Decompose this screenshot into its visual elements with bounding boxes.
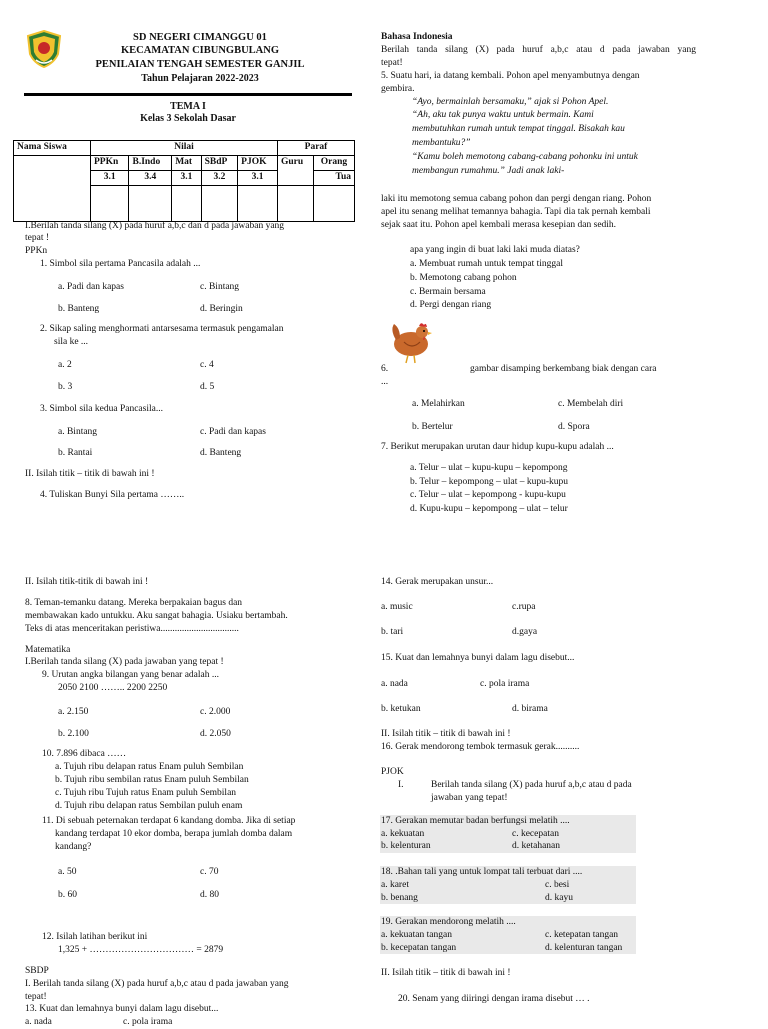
- score-cell[interactable]: [172, 186, 201, 222]
- option[interactable]: a. Bintang: [58, 427, 98, 437]
- option[interactable]: d. Beringin: [200, 304, 243, 314]
- option[interactable]: d. ketahanan: [512, 841, 561, 851]
- story-paragraph: apel itu senang melihat temannya bahagia. Tapi dia tak pernah kembali: [381, 207, 651, 217]
- section-sbdp: SBDP: [25, 966, 49, 976]
- instruction-number: I.: [398, 780, 404, 790]
- subject-header: Mat: [172, 156, 201, 171]
- instruction-text: I.Berilah tanda silang (X) pada jawaban yang tepat !: [25, 657, 224, 667]
- option[interactable]: d. kelenturan tangan: [545, 943, 623, 953]
- question-6-number: 6.: [381, 364, 389, 374]
- paraf-cell[interactable]: [313, 186, 354, 222]
- district-name: KECAMATAN CIBUNGBULANG: [121, 45, 279, 56]
- section-instruction: II. Isilah titik-titik di bawah ini !: [25, 577, 149, 587]
- instruction-text: jawaban yang tepat!: [431, 793, 508, 803]
- question-11: 11. Di sebuah peternakan terdapat 6 kandang domba. Jika di setiap: [42, 816, 296, 826]
- paraf-cell[interactable]: [277, 186, 313, 222]
- question-11-cont: kandang terdapat 10 ekor domba, berapa jumlah domba dalam: [55, 829, 293, 839]
- question-6: gambar disamping berkembang biak dengan cara: [470, 364, 657, 374]
- option[interactable]: b. benang: [381, 893, 418, 903]
- option[interactable]: b. Tujuh ribu sembilan ratus Enam puluh Sembilan: [55, 775, 249, 785]
- option[interactable]: d. birama: [512, 704, 548, 714]
- story-line: membantuku?”: [412, 138, 471, 148]
- option[interactable]: c. pola irama: [123, 1017, 173, 1027]
- option[interactable]: a. nada: [25, 1017, 52, 1027]
- option[interactable]: b. tari: [381, 627, 404, 637]
- section-instruction: II. Isilah titik – titik di bawah ini !: [381, 968, 511, 978]
- instruction-text: I. Berilah tanda silang (X) pada huruf a,b,c atau d pada jawaban yang: [25, 979, 289, 989]
- score-cell[interactable]: [238, 186, 278, 222]
- option[interactable]: b. Memotong cabang pohon: [410, 273, 517, 283]
- option[interactable]: b. kelenturan: [381, 841, 431, 851]
- option[interactable]: c. kecepatan: [512, 829, 559, 839]
- score-cell[interactable]: [201, 186, 238, 222]
- question-10: 10. 7.896 dibaca ……: [42, 749, 127, 759]
- option[interactable]: a. nada: [381, 679, 408, 689]
- paraf-guru-header: Guru: [277, 156, 313, 186]
- question-8: 8. Teman-temanku datang. Mereka berpakaian bagus dan: [25, 598, 243, 608]
- option[interactable]: b. ketukan: [381, 704, 421, 714]
- question-13: 13. Kuat dan lemahnya bunyi dalam lagu disebut...: [25, 1004, 219, 1014]
- question-15: 15. Kuat dan lemahnya bunyi dalam lagu disebut...: [381, 653, 575, 663]
- story-line: membutuhkan rumah untuk tempat tinggal. Bisakah kau: [412, 124, 625, 134]
- section-instruction: II. Isilah titik – titik di bawah ini !: [25, 469, 155, 479]
- section-bahasa-indonesia: Bahasa Indonesia: [381, 32, 453, 42]
- option[interactable]: d. kayu: [545, 893, 573, 903]
- instruction-text: tepat!: [381, 58, 403, 68]
- subject-header: PJOK: [238, 156, 278, 171]
- kd-code: 3.4: [129, 171, 172, 186]
- kd-code: 3.2: [201, 171, 238, 186]
- story-line: “Ayo, bermainlah bersamaku,” ajak si Pohon Apel.: [412, 97, 609, 107]
- section-pjok: PJOK: [381, 767, 404, 777]
- option[interactable]: d. Pergi dengan riang: [410, 300, 492, 310]
- option[interactable]: d. 5: [200, 382, 215, 392]
- paraf-header: Paraf: [277, 141, 354, 156]
- section-matematika: Matematika: [25, 645, 71, 655]
- option[interactable]: b. kecepatan tangan: [381, 943, 457, 953]
- option[interactable]: c. Padi dan kapas: [200, 427, 266, 437]
- theme-title: TEMA I: [170, 101, 206, 112]
- kd-code: 3.1: [91, 171, 129, 186]
- score-cell[interactable]: [91, 186, 129, 222]
- option[interactable]: c. 70: [200, 867, 219, 877]
- subject-header: B.Indo: [129, 156, 172, 171]
- story-line: membangun rumahmu.” Jadi anak laki-: [412, 166, 565, 176]
- option[interactable]: a. kekuatan: [381, 829, 425, 839]
- question-20: 20. Senam yang diiringi dengan irama disebut … .: [398, 994, 590, 1004]
- school-year: Tahun Pelajaran 2022-2023: [141, 73, 259, 84]
- question-8-cont: Teks di atas menceritakan peristiwa.................................: [25, 624, 239, 634]
- section-instruction: II. Isilah titik – titik di bawah ini !: [381, 729, 511, 739]
- question-19: 19. Gerakan mendorong melatih ....: [381, 917, 516, 927]
- score-cell[interactable]: [129, 186, 172, 222]
- school-name: SD NEGERI CIMANGGU 01: [133, 32, 267, 43]
- option[interactable]: b. 2.100: [58, 729, 89, 739]
- nilai-header: Nilai: [91, 141, 278, 156]
- question-2: 2. Sikap saling menghormati antarsesama termasuk pengamalan: [40, 324, 284, 334]
- option[interactable]: c. Tujuh ribu Tujuh ratus Enam puluh Sembilan: [55, 788, 237, 798]
- question-4: 4. Tuliskan Bunyi Sila pertama ……..: [40, 490, 185, 500]
- option[interactable]: a. Tujuh ribu delapan ratus Enam puluh Sembilan: [55, 762, 244, 772]
- option[interactable]: c. besi: [545, 880, 570, 890]
- option[interactable]: d. 80: [200, 890, 219, 900]
- class-title: Kelas 3 Sekolah Dasar: [140, 113, 236, 124]
- paraf-ortu-header: Orang: [313, 156, 354, 171]
- instruction-text: I.Berilah tanda silang (X) pada huruf a,b,c dan d pada jawaban yang: [25, 221, 285, 231]
- kd-code: 3.1: [238, 171, 278, 186]
- story-paragraph: sejak saat itu. Pohon apel kembali merasa kesepian dan sedih.: [381, 220, 617, 230]
- option[interactable]: c. pola irama: [480, 679, 530, 689]
- kd-code: 3.1: [172, 171, 201, 186]
- subject-header: PPKn: [91, 156, 129, 171]
- question-8-cont: membawakan kado untukku. Aku sangat bahagia. Usiaku bertambah.: [25, 611, 288, 621]
- story-line: “Kamu boleh memotong cabang-cabang pohonku ini untuk: [412, 152, 638, 162]
- story-line: “Ah, aku tak punya waktu untuk bermain. Kami: [412, 110, 594, 120]
- question-14: 14. Gerak merupakan unsur...: [381, 577, 494, 587]
- name-cell[interactable]: [14, 156, 91, 222]
- exam-title: PENILAIAN TENGAH SEMESTER GANJIL: [95, 59, 305, 70]
- question-1: 1. Simbol sila pertama Pancasila adalah ...: [40, 259, 201, 269]
- name-header: Nama Siswa: [14, 141, 91, 156]
- option[interactable]: d. Kupu-kupu – kepompong – ulat – telur: [410, 504, 568, 514]
- option[interactable]: b. Telur – kepompong – ulat – kupu-kupu: [410, 477, 569, 487]
- question-6-cont: ...: [381, 377, 389, 387]
- option[interactable]: b. Rantai: [58, 448, 93, 458]
- option[interactable]: a. Membuat rumah untuk tempat tinggal: [410, 259, 564, 269]
- instruction-text: tepat!: [25, 992, 47, 1002]
- option[interactable]: d. Tujuh ribu delapan ratus Sembilan puluh enam: [55, 801, 243, 811]
- option[interactable]: a. Melahirkan: [412, 399, 465, 409]
- paraf-ortu-header-2: Tua: [313, 171, 354, 186]
- option[interactable]: a. Padi dan kapas: [58, 282, 124, 292]
- question-9: 9. Urutan angka bilangan yang benar adalah ...: [42, 670, 220, 680]
- option[interactable]: d. 2.050: [200, 729, 231, 739]
- question-5-cont: gembira.: [381, 84, 415, 94]
- option[interactable]: a. music: [381, 602, 413, 612]
- question-16: 16. Gerak mendorong tembok termasuk gerak..........: [381, 742, 580, 752]
- option[interactable]: c.rupa: [512, 602, 536, 612]
- hen-illustration: [386, 320, 432, 364]
- question-5-ask: apa yang ingin di buat laki laki muda diatas?: [410, 245, 580, 255]
- option[interactable]: c. 4: [200, 360, 214, 370]
- section-ppkn: PPKn: [25, 246, 48, 256]
- option[interactable]: b. 60: [58, 890, 77, 900]
- option[interactable]: b. Bertelur: [412, 422, 453, 432]
- question-18: 18. .Bahan tali yang untuk lompat tali terbuat dari ....: [381, 867, 583, 877]
- number-sequence: 2050 2100 …….. 2200 2250: [58, 683, 168, 693]
- instruction-text: tepat !: [25, 233, 50, 243]
- instruction-text: Berilah tanda silang (X) pada huruf a,b,c atau d pada jawaban yang: [381, 45, 696, 55]
- equation: 1,325 + …………………………… = 2879: [58, 945, 224, 955]
- option[interactable]: a. 50: [58, 867, 77, 877]
- option[interactable]: c. Membelah diri: [558, 399, 624, 409]
- option[interactable]: c. ketepatan tangan: [545, 930, 619, 940]
- grade-table: [13, 140, 355, 222]
- option[interactable]: a. 2.150: [58, 707, 89, 717]
- option[interactable]: c. Bintang: [200, 282, 240, 292]
- option[interactable]: a. 2: [58, 360, 72, 370]
- question-12: 12. Isilah latihan berikut ini: [42, 932, 148, 942]
- question-2-cont: sila ke ...: [54, 337, 89, 347]
- option[interactable]: a. kekuatan tangan: [381, 930, 452, 940]
- option[interactable]: d.gaya: [512, 627, 538, 637]
- header-divider: [24, 93, 352, 96]
- instruction-text: Berilah tanda silang (X) pada huruf a,b,c atau d pada: [431, 780, 632, 790]
- question-11-cont: kandang?: [55, 842, 92, 852]
- question-3: 3. Simbol sila kedua Pancasila...: [40, 404, 163, 414]
- question-7: 7. Berikut merupakan urutan daur hidup kupu-kupu adalah ...: [381, 442, 614, 452]
- option[interactable]: d. Banteng: [200, 448, 242, 458]
- option[interactable]: c. Telur – ulat – kepompong - kupu-kupu: [410, 490, 566, 500]
- option[interactable]: b. 3: [58, 382, 73, 392]
- subject-header: SBdP: [201, 156, 238, 171]
- question-5: 5. Suatu hari, ia datang kembali. Pohon apel menyambutnya dengan: [381, 71, 640, 81]
- option[interactable]: a. karet: [381, 880, 409, 890]
- option[interactable]: c. Bermain bersama: [410, 287, 486, 297]
- option[interactable]: c. 2.000: [200, 707, 231, 717]
- option[interactable]: b. Banteng: [58, 304, 100, 314]
- story-paragraph: laki itu memotong semua cabang pohon dan pergi dengan riang. Pohon: [381, 194, 652, 204]
- question-17: 17. Gerakan memutar badan berfungsi melatih ....: [381, 816, 570, 826]
- option[interactable]: d. Spora: [558, 422, 590, 432]
- option[interactable]: a. Telur – ulat – kupu-kupu – kepompong: [410, 463, 568, 473]
